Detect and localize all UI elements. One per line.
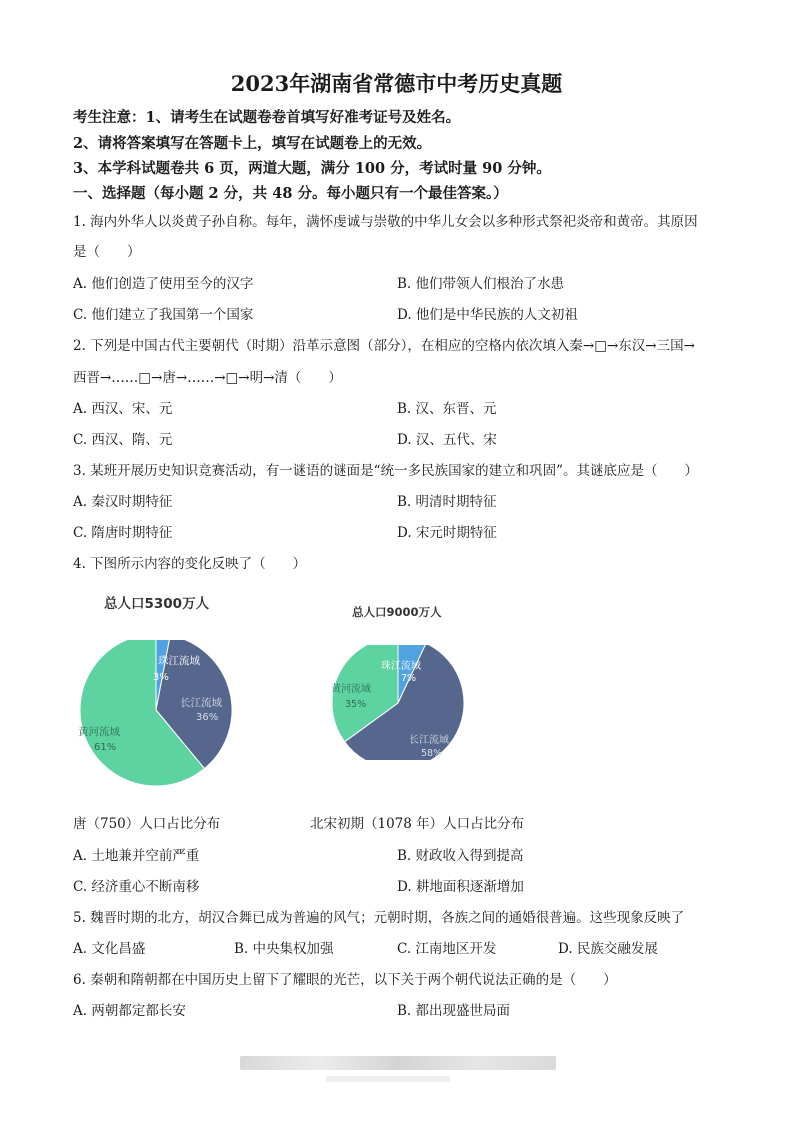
q4-option-d: D. 耕地面积逐渐增加: [397, 879, 524, 895]
q4-option-c: C. 经济重心不断南移: [73, 879, 200, 895]
exam-note-2: 2、请将答案填写在答题卡上，填写在试题卷上的无效。: [73, 135, 432, 152]
section-heading: 一、选择题（每小题 2 分，共 48 分。每小题只有一个最佳答案。）: [73, 185, 508, 202]
pie1-label-zhujiang: 珠江流域: [158, 655, 200, 667]
pie2-label-zhujiang: 珠江流域: [381, 661, 421, 672]
q1-option-d: D. 他们是中华民族的人文初祖: [397, 307, 578, 323]
q4-option-a: A. 土地兼并空前严重: [73, 848, 200, 864]
q2-option-a: A. 西汉、宋、元: [73, 401, 173, 417]
q3-option-c: C. 隋唐时期特征: [73, 525, 173, 541]
q4-caption-right: 北宋初期（1078 年）人口占比分布: [310, 816, 525, 832]
q1-option-b: B. 他们带领人们根治了水患: [397, 276, 565, 292]
q2-option-c: C. 西汉、隋、元: [73, 432, 173, 448]
q1-option-a: A. 他们创造了使用至今的汉字: [73, 276, 254, 292]
pie1-value-zhujiang: 3%: [153, 672, 169, 683]
q4-option-b: B. 财政收入得到提高: [397, 848, 524, 864]
q5-option-a: A. 文化昌盛: [73, 941, 146, 957]
q5-option-d: D. 民族交融发展: [558, 941, 658, 957]
page-title: 2023年湖南省常德市中考历史真题: [230, 71, 563, 96]
q3-option-a: A. 秦汉时期特征: [73, 494, 173, 510]
q5-option-c: C. 江南地区开发: [397, 941, 497, 957]
footer-watermark: [240, 1056, 556, 1070]
q2-option-d: D. 汉、五代、宋: [397, 432, 497, 448]
q6-option-a: A. 两朝都定都长安: [73, 1003, 186, 1019]
q6-stem: 6. 秦朝和隋朝都在中国历史上留下了耀眼的光芒，以下关于两个朝代说法正确的是（ ）: [73, 972, 617, 988]
q4-caption-left: 唐（750）人口占比分布: [73, 816, 221, 832]
pie1-value-huanghe: 61%: [94, 742, 117, 753]
pie2-value-changjiang: 58%: [421, 748, 443, 759]
q3-option-b: B. 明清时期特征: [397, 494, 497, 510]
footer-watermark-sub: [326, 1076, 450, 1082]
pie2-value-zhujiang: 7%: [401, 673, 417, 684]
q3-stem: 3. 某班开展历史知识竞赛活动，有一谜语的谜面是“统一多民族国家的建立和巩固”。其谜底应是（ ）: [73, 463, 698, 479]
pie2-value-huanghe: 35%: [345, 699, 367, 710]
q5-option-b: B. 中央集权加强: [234, 941, 334, 957]
q1-option-c: C. 他们建立了我国第一个国家: [73, 307, 254, 323]
q5-stem: 5. 魏晋时期的北方，胡汉合舞已成为普遍的风气；元朝时期，各族之间的通婚很普遍。这些现象反映了: [73, 910, 685, 926]
q2-option-b: B. 汉、东晋、元: [397, 401, 497, 417]
pie-chart-song: [325, 645, 475, 760]
q6-option-b: B. 都出现盛世局面: [397, 1003, 511, 1019]
pie1-value-changjiang: 36%: [196, 712, 219, 723]
pie1-title: 总人口5300万人: [104, 596, 210, 612]
q1-stem-line1: 1. 海内外华人以炎黄子孙自称。每年，满怀虔诚与崇敬的中华儿女会以多种形式祭祀炎帝和黄帝。其原因: [73, 214, 698, 230]
q3-option-d: D. 宋元时期特征: [397, 525, 497, 541]
pie1-label-huanghe: 黄河流域: [78, 726, 120, 738]
pie-chart-tang: [70, 640, 250, 790]
pie2-label-huanghe: 黄河流域: [331, 684, 371, 695]
pie1-label-changjiang: 长江流域: [180, 697, 222, 709]
pie2-label-changjiang: 长江流域: [409, 735, 449, 746]
pie2-title: 总人口9000万人: [352, 605, 442, 619]
exam-note-3: 3、本学科试题卷共 6 页，两道大题，满分 100 分，考试时量 90 分钟。: [73, 160, 551, 177]
q2-stem-line2: 西晋→……□→唐→……→□→明→清（ ）: [73, 370, 342, 386]
q4-stem: 4. 下图所示内容的变化反映了（ ）: [73, 556, 307, 572]
q1-stem-line2: 是（ ）: [73, 244, 141, 260]
exam-note-1: 考生注意：1、请考生在试题卷卷首填写好准考证号及姓名。: [73, 109, 461, 126]
q2-stem-line1: 2. 下列是中国古代主要朝代（时期）沿革示意图（部分），在相应的空格内依次填入秦→□→东汉→三国→: [73, 338, 695, 354]
